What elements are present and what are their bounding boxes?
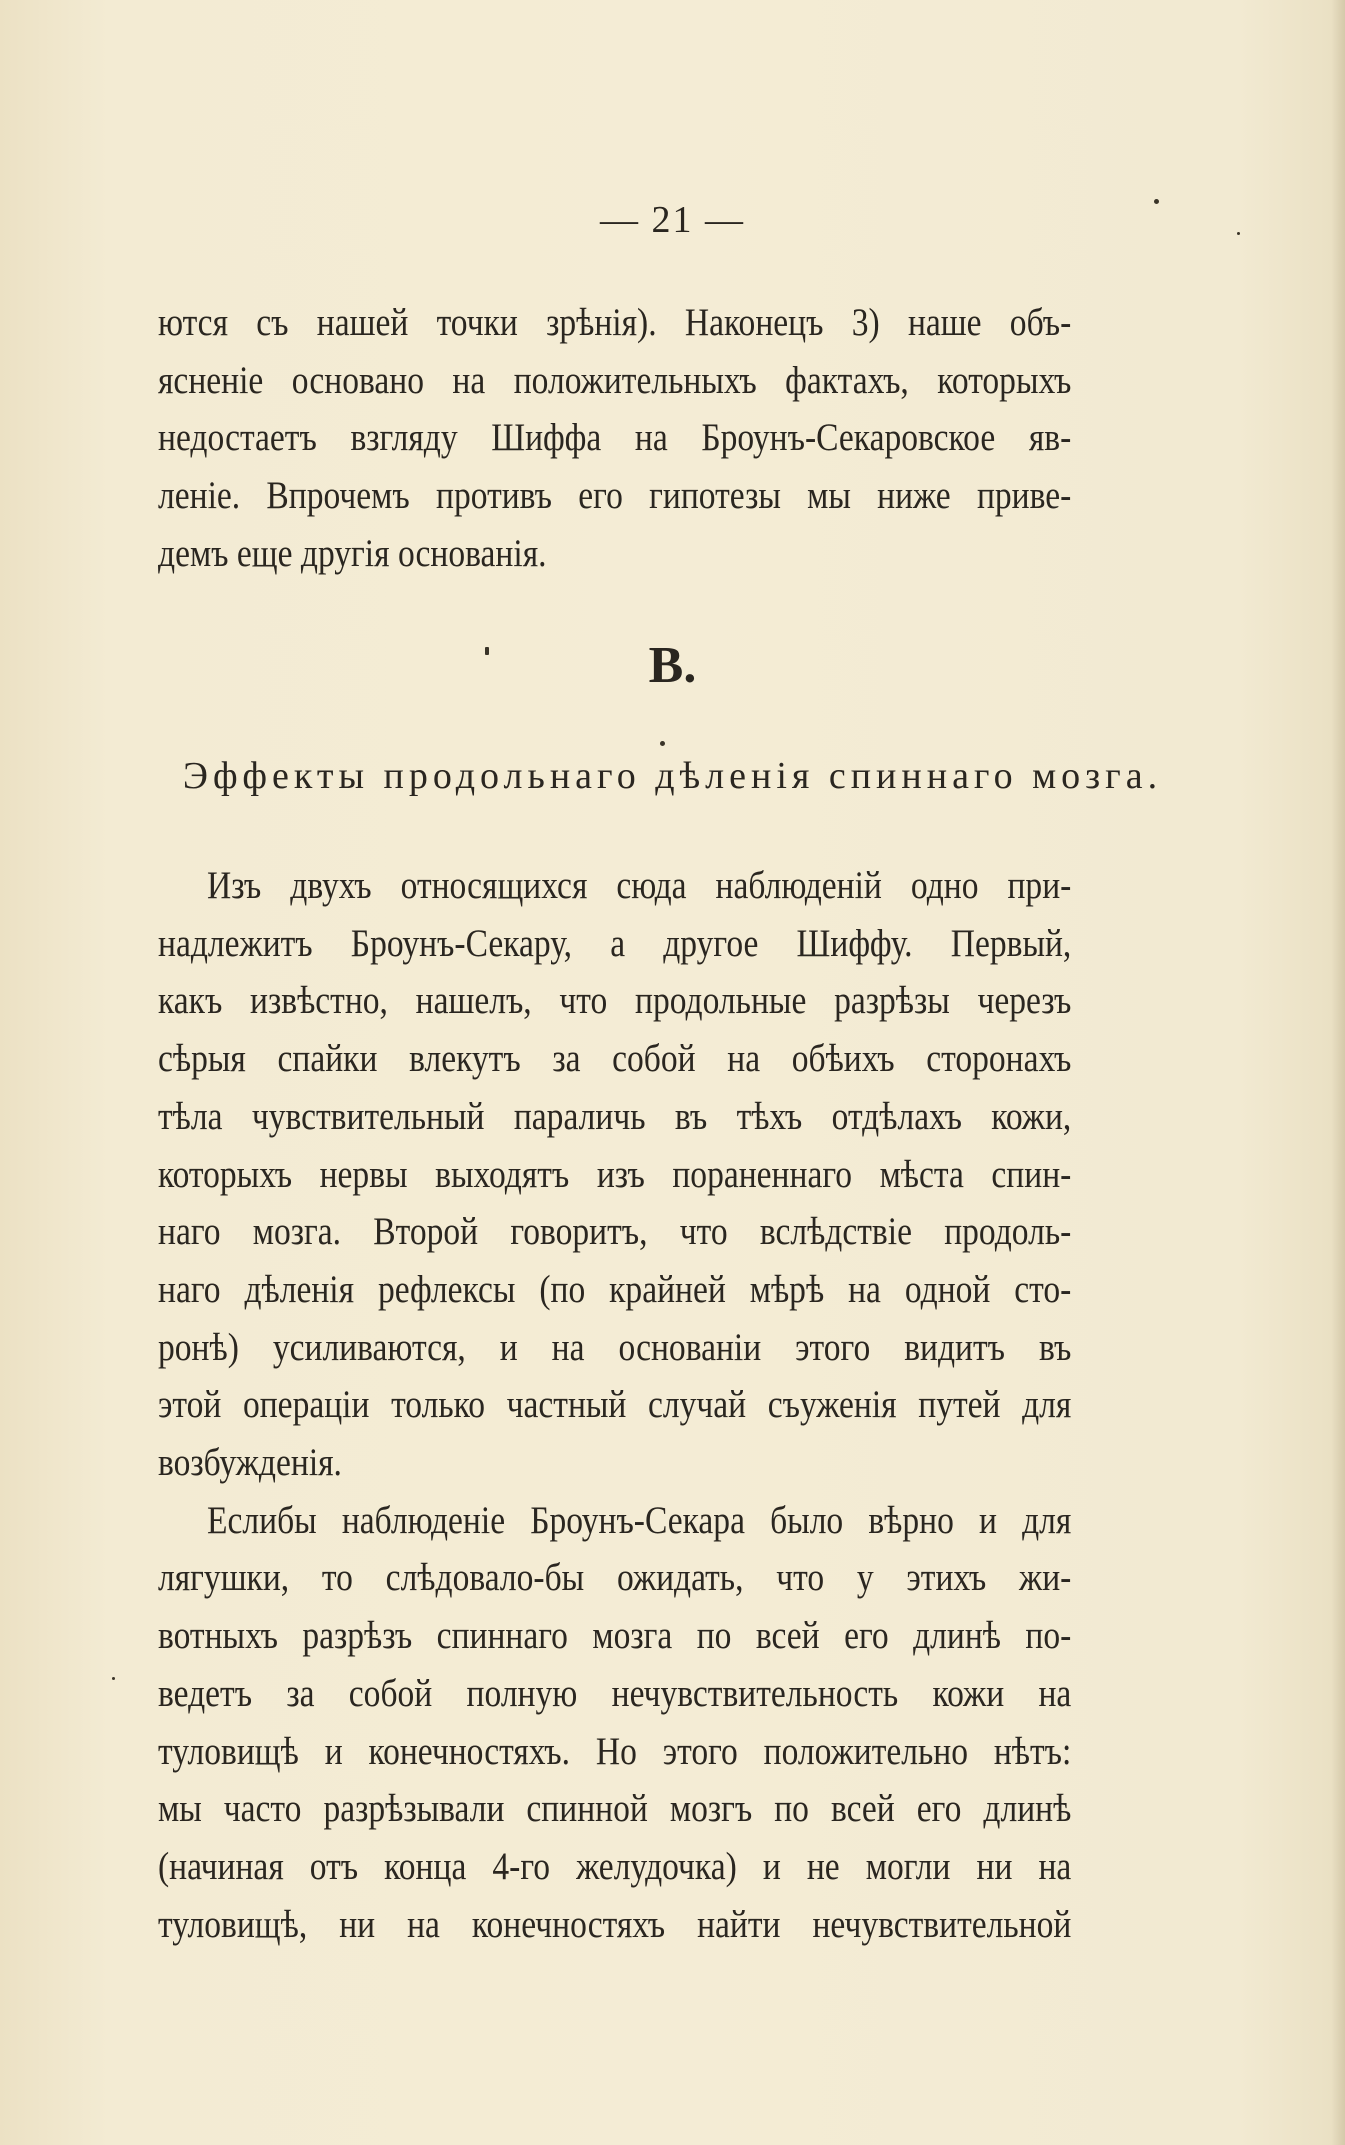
text-line: недостаетъ взгляду Шиффа на Броунъ-Секаровское яв- <box>158 416 1072 460</box>
ink-speck <box>485 647 489 655</box>
text-line: надлежитъ Броунъ-Секару, а другое Шиффу. Первый, <box>158 921 1072 965</box>
text-line: какъ извѣстно, нашелъ, что продольные разрѣзы черезъ <box>158 979 1072 1023</box>
text-line: вотныхъ разрѣзъ спиннаго мозга по всей его длинѣ по- <box>158 1614 1072 1658</box>
text-line: наго дѣленія рефлексы (по крайней мѣрѣ на одной сто- <box>158 1267 1072 1311</box>
section-title: Эффекты продольнаго дѣленія спиннаго мозга. <box>182 755 1163 797</box>
ink-speck <box>1237 232 1240 235</box>
text-line: Изъ двухъ относящихся сюда наблюденій одно при- <box>207 864 1072 907</box>
text-line: ясненіе основано на положительныхъ фактахъ, которыхъ <box>158 358 1072 402</box>
text-line: ведетъ за собой полную нечувствительность кожи на <box>158 1671 1072 1715</box>
text-line: этой операціи только частный случай съуженія путей для <box>158 1383 1072 1427</box>
continued-paragraph <box>158 294 1071 583</box>
text-line: туловищѣ и конечностяхъ. Но этого положительно нѣтъ: <box>158 1729 1072 1773</box>
text-line: ронѣ) усиливаются, и на основаніи этого видитъ въ <box>158 1325 1072 1369</box>
text-line: которыхъ нервы выходятъ изъ пораненнаго мѣста спин- <box>158 1152 1072 1196</box>
text-line: тѣла чувствительный параличь въ тѣхъ отдѣлахъ кожи, <box>158 1094 1072 1138</box>
text-line: демъ еще другія основанія. <box>158 531 547 575</box>
ink-speck <box>660 741 665 746</box>
page-edge-shadow <box>1331 0 1345 2145</box>
text-line: возбужденія. <box>158 1441 342 1485</box>
text-line: мы часто разрѣзывали спинной мозгъ по всей его длинѣ <box>158 1787 1072 1831</box>
text-line: туловищѣ, ни на конечностяхъ найти нечувствительной <box>158 1902 1072 1946</box>
ink-speck <box>112 1677 115 1680</box>
text-line: лягушки, то слѣдовало-бы ожидать, что у этихъ жи- <box>158 1556 1072 1600</box>
ink-speck <box>1154 199 1159 204</box>
body-text <box>158 857 1071 1953</box>
text-line: (начиная отъ конца 4-го желудочка) и не могли ни на <box>158 1844 1072 1888</box>
page-number: — 21 — <box>600 199 745 241</box>
text-line: леніе. Впрочемъ противъ его гипотезы мы ниже приве- <box>158 474 1072 518</box>
text-line: сѣрыя спайки влекутъ за собой на обѣихъ сторонахъ <box>158 1037 1072 1081</box>
text-line: Еслибы наблюденіе Броунъ-Секара было вѣрно и для <box>207 1498 1072 1542</box>
section-number: В. <box>648 637 697 694</box>
text-line: ются съ нашей точки зрѣнія). Наконецъ 3) наше объ- <box>158 301 1072 344</box>
text-line: наго мозга. Второй говоритъ, что вслѣдствіе продоль- <box>158 1210 1072 1254</box>
